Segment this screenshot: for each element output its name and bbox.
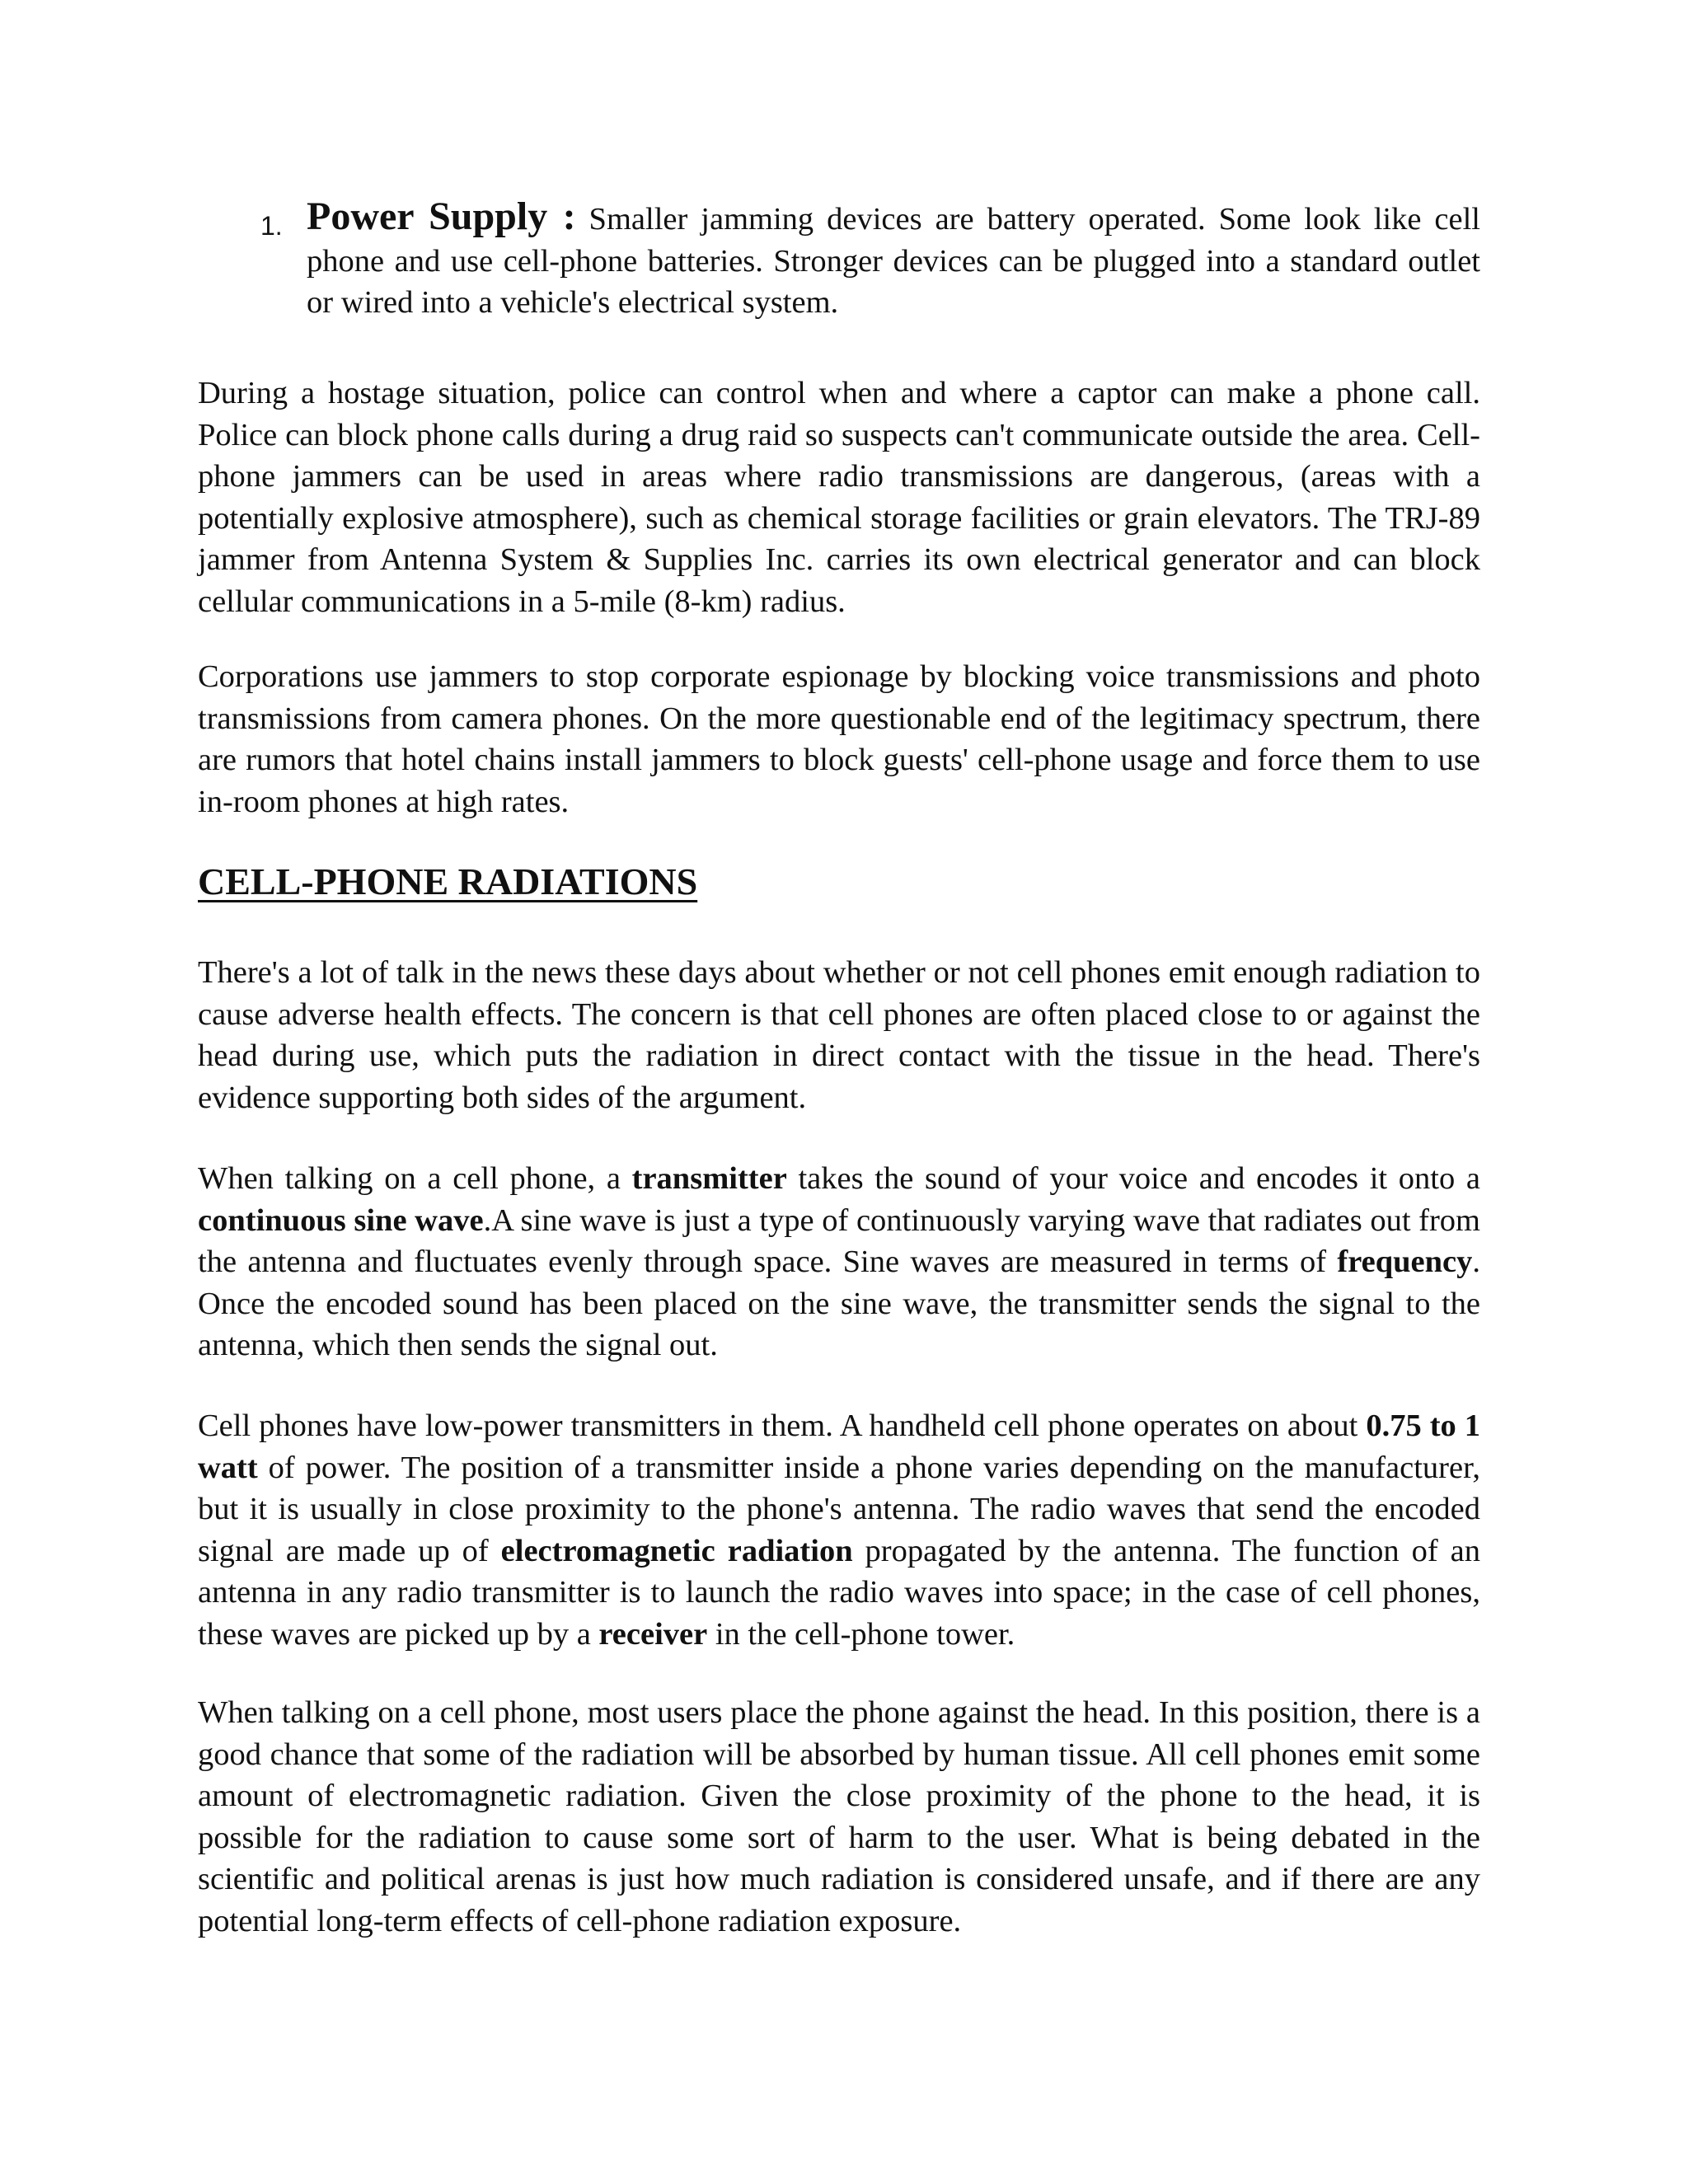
list-item-text [307, 196, 1480, 324]
list-item-title: Power Supply : [307, 194, 576, 238]
paragraph-police-use: During a hostage situation, police can control when and where a captor can make a phone call. Police can block phone calls during a drug raid so suspects can't communicate outside the area. Cell-phone jammers can be used in areas where radio transmissions are dangerous, (areas with a potentially explosive atmosphere), such as chemical storage facilities or grain elevators. The TRJ-89 jammer from Antenna System & Supplies Inc. carries its own electrical generator and can block cellular communications in a 5-mile (8-km) radius. [198, 376, 1480, 619]
paragraph-transmitter [198, 1158, 1480, 1366]
text-run: in the cell-phone tower. [707, 1616, 1015, 1652]
text-run: .A sine wave is just a type of continuously varying wave that radiates out from the antenna and fluctuates evenly through space. Sine waves are measured in terms of [198, 1202, 1480, 1279]
text-run: propagated by the antenna. The function of an antenna in any radio transmitter is to launch the radio waves into space; in the case of cell phones, these waves are picked up by a [198, 1533, 1480, 1652]
numbered-list-item [198, 196, 1480, 324]
list-number: 1. [260, 211, 283, 241]
text-run: of power. The position of a transmitter inside a phone varies depending on the manufacturer, but it is usually in close proximity to the phone's antenna. The radio waves that send the encoded signal are made up of [198, 1450, 1480, 1568]
text-run: takes the sound of your voice and encodes it onto a [786, 1161, 1480, 1196]
bold-term: electromagnetic radiation [500, 1533, 853, 1568]
list-item-body: Smaller jamming devices are battery operated. Some look like cell phone and use cell-phone batteries. Stronger devices can be plugged into a standard outlet or wired into a vehicle's electrical system. [307, 202, 1480, 320]
paragraph-radiation-intro: There's a lot of talk in the news these days about whether or not cell phones emit enough radiation to cause adverse health effects. The concern is that cell phones are often placed close to or against the head during use, which puts the radiation in direct contact with the tissue in the head. There's evidence supporting both sides of the argument. [198, 955, 1480, 1115]
bold-term: continuous sine wave [198, 1202, 484, 1238]
paragraph-absorption: When talking on a cell phone, most users place the phone against the head. In this position, there is a good chance that some of the radiation will be absorbed by human tissue. All cell phones emit some amount of electromagnetic radiation. Given the close proximity of the phone to the head, it is possible for the radiation to cause some sort of harm to the user. What is being debated in the scientific and political arenas is just how much radiation is considered unsafe, and if there are any potential long-term effects of cell-phone radiation exposure. [198, 1695, 1480, 1938]
text-run: . Once the encoded sound has been placed on the sine wave, the transmitter sends the signal to the antenna, which then sends the signal out. [198, 1244, 1480, 1362]
text-run: Cell phones have low-power transmitters in them. A handheld cell phone operates on about [198, 1408, 1367, 1443]
paragraph-low-power [198, 1405, 1480, 1655]
text-run: When talking on a cell phone, a [198, 1161, 632, 1196]
paragraph-corporate-use: Corporations use jammers to stop corporate espionage by blocking voice transmissions and photo transmissions from camera phones. On the more questionable end of the legitimacy spectrum, there are rumors that hotel chains install jammers to block guests' cell-phone usage and force them to use in-room phones at high rates. [198, 659, 1480, 819]
bold-term: frequency [1337, 1244, 1473, 1279]
bold-term: 0.75 to 1 watt [198, 1408, 1480, 1485]
section-heading: CELL-PHONE RADIATIONS [198, 860, 698, 902]
bold-term: transmitter [631, 1161, 787, 1196]
bold-term: receiver [598, 1616, 708, 1652]
